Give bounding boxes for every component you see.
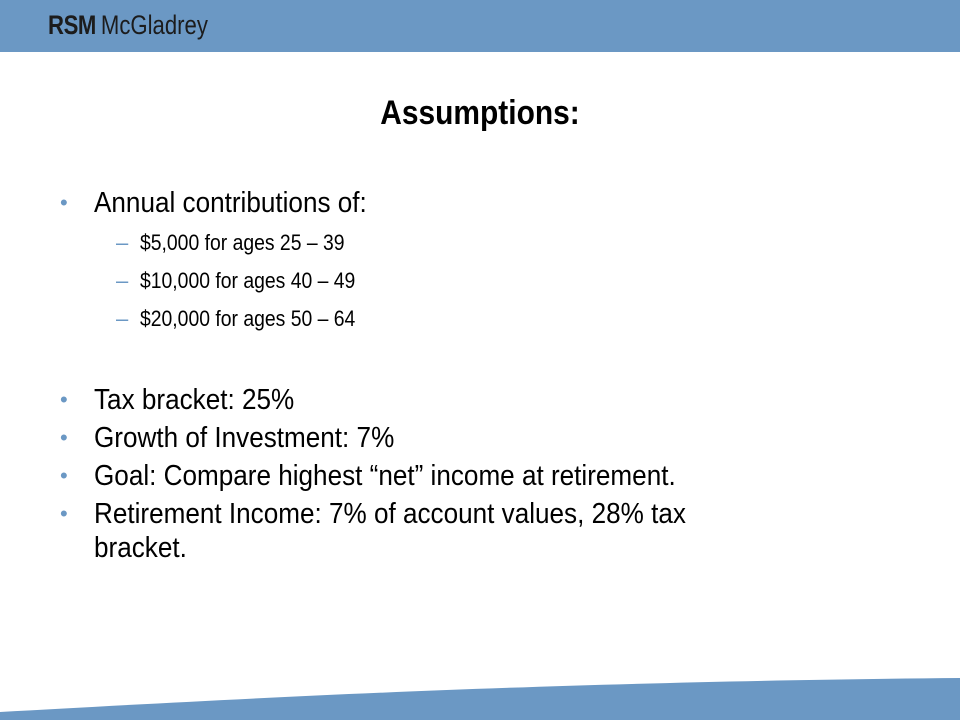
sub-bullet-text: $10,000 for ages 40 – 49	[140, 268, 356, 293]
company-logo	[48, 10, 208, 44]
dash-icon: –	[116, 306, 129, 331]
bullet-icon: •	[60, 425, 68, 450]
bullet-icon: •	[60, 463, 68, 488]
bullet-icon: •	[60, 190, 68, 215]
bullet-item	[60, 459, 920, 493]
sub-bullet-item	[60, 224, 920, 262]
slide-title: Assumptions:	[380, 94, 580, 132]
bullet-item	[60, 186, 920, 220]
sub-bullet-text: $20,000 for ages 50 – 64	[140, 306, 356, 331]
footer-wave-shape	[0, 678, 960, 720]
bullet-item	[60, 497, 920, 565]
bullet-item	[60, 421, 920, 455]
bullet-text-continued: bracket.	[94, 532, 187, 564]
logo-name: McGladrey	[100, 10, 208, 40]
bullet-icon: •	[60, 387, 68, 412]
slide-content	[60, 186, 920, 565]
dash-icon: –	[116, 230, 129, 255]
sub-bullet-text: $5,000 for ages 25 – 39	[140, 230, 345, 255]
bullet-text: Tax bracket: 25%	[94, 384, 295, 416]
footer-wave	[0, 660, 960, 720]
bullet-text: Retirement Income: 7% of account values, 28% tax	[94, 498, 686, 530]
bullet-text: Goal: Compare highest “net” income at retirement.	[94, 460, 676, 492]
sub-bullet-item	[60, 262, 920, 300]
bullet-text: Growth of Investment: 7%	[94, 422, 395, 454]
header-bar	[0, 0, 960, 52]
sub-bullet-item	[60, 300, 920, 338]
bullet-item	[60, 383, 920, 417]
dash-icon: –	[116, 268, 129, 293]
bullet-text: Annual contributions of:	[94, 187, 367, 219]
bullet-icon: •	[60, 501, 68, 526]
logo-brand: RSM	[48, 10, 96, 40]
